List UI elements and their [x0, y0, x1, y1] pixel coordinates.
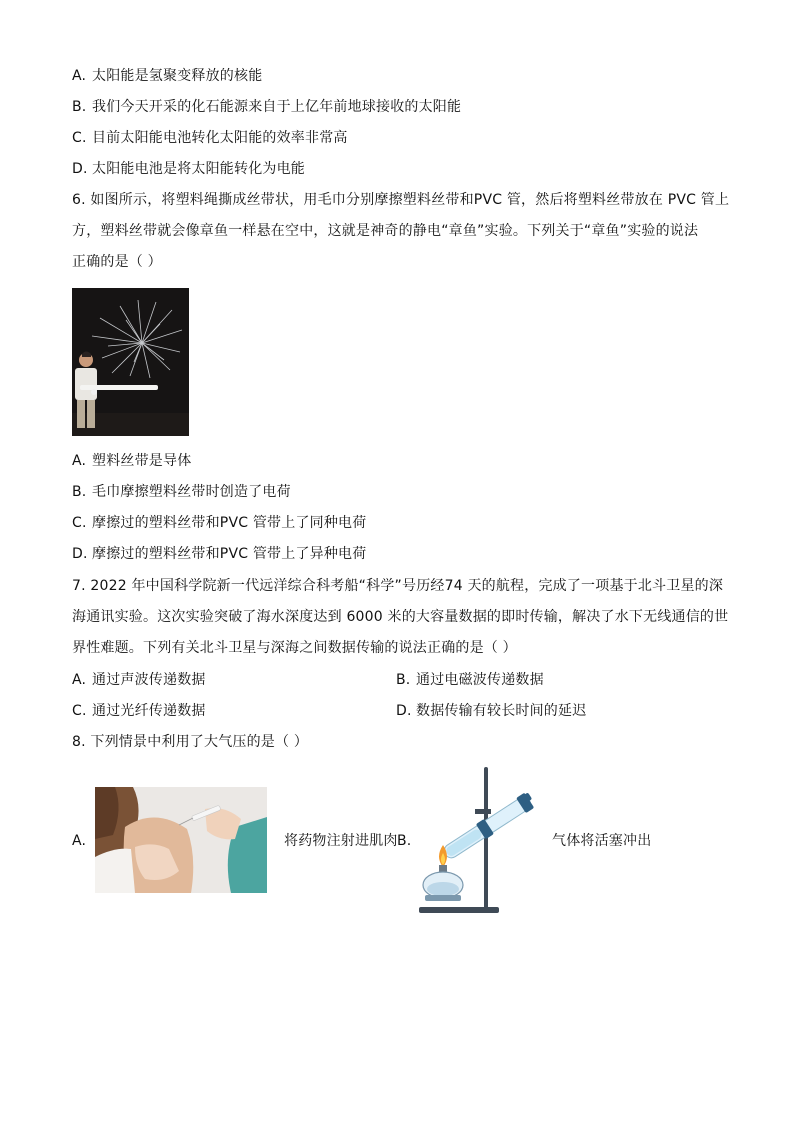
option-text: 通过光纤传递数据	[92, 703, 206, 719]
option-text: 太阳能电池是将太阳能转化为电能	[92, 161, 305, 177]
q7-option-b	[396, 670, 544, 690]
option-text: 目前太阳能电池转化太阳能的效率非常高	[92, 130, 348, 146]
option-label: C.	[72, 515, 87, 531]
test-tube-burner-svg	[415, 765, 545, 917]
q6-stem-line-2: 方，塑料丝带就会像章鱼一样悬在空中，这就是神奇的静电“章鱼”实验。下列关于“章鱼”实验的说法	[72, 223, 699, 239]
q5-option-d	[72, 159, 305, 179]
option-label: B.	[72, 484, 87, 500]
option-text: 太阳能是氢聚变释放的核能	[92, 68, 263, 84]
q5-option-a	[72, 66, 262, 86]
option-text: 我们今天开采的化石能源来自于上亿年前地球接收的太阳能	[92, 99, 462, 115]
option-text: 通过电磁波传递数据	[416, 672, 544, 688]
option-label: C.	[72, 130, 87, 146]
q8-option-a-caption: 将药物注射进肌肉	[284, 833, 398, 849]
option-label: D.	[396, 703, 412, 719]
option-label: A.	[72, 68, 87, 84]
q7-stem-line-3: 界性难题。下列有关北斗卫星与深海之间数据传输的说法正确的是（ ）	[72, 640, 517, 656]
static-octopus-svg	[72, 288, 189, 436]
option-label: C.	[72, 703, 87, 719]
q7-options-row-2	[72, 701, 722, 721]
q5-option-b	[72, 97, 461, 117]
option-text: 通过声波传递数据	[92, 672, 206, 688]
q7-stem-line-2: 海通讯实验。这次实验突破了海水深度达到 6000 米的大容量数据的即时传输，解决了水下无线通信的世	[72, 609, 729, 625]
q6-option-a	[72, 451, 191, 471]
option-label: D.	[72, 161, 88, 177]
q7-stem-line-1: 7. 2022 年中国科学院新一代远洋综合科考船“科学”号历经74 天的航程，完成了一项基于北斗卫星的深	[72, 578, 724, 594]
q6-stem-line-3: 正确的是（ ）	[72, 254, 162, 270]
option-label: A.	[72, 453, 87, 469]
q7-options-row-1	[72, 670, 722, 690]
option-text: 摩擦过的塑料丝带和PVC 管带上了异种电荷	[92, 546, 367, 562]
q6-option-d	[72, 544, 366, 564]
q6-option-c	[72, 513, 366, 533]
q8-stem: 8. 下列情景中利用了大气压的是（ ）	[72, 734, 309, 750]
q8-option-b-label: B.	[397, 833, 412, 849]
option-label: A.	[72, 672, 87, 688]
option-label: B.	[396, 672, 411, 688]
q6-option-b	[72, 482, 291, 502]
option-text: 毛巾摩擦塑料丝带时创造了电荷	[92, 484, 291, 500]
injection-svg	[95, 787, 267, 893]
static-octopus-photo-icon	[72, 288, 189, 436]
option-text: 塑料丝带是导体	[92, 453, 192, 469]
option-label: D.	[72, 546, 88, 562]
q6-stem-line-1: 6. 如图所示，将塑料绳撕成丝带状，用毛巾分别摩擦塑料丝带和PVC 管，然后将塑料丝带放在 PVC 管上	[72, 192, 730, 208]
q8-option-b-caption: 气体将活塞冲出	[552, 833, 652, 849]
q5-option-c	[72, 128, 348, 148]
injection-photo-icon	[95, 787, 267, 893]
option-label: B.	[72, 99, 87, 115]
option-text: 摩擦过的塑料丝带和PVC 管带上了同种电荷	[92, 515, 367, 531]
q7-option-a	[72, 672, 206, 688]
q8-option-a-label: A.	[72, 833, 87, 849]
test-tube-burner-illustration-icon	[415, 765, 545, 917]
q7-option-c	[72, 703, 206, 719]
q7-option-d	[396, 701, 586, 721]
option-text: 数据传输有较长时间的延迟	[416, 703, 587, 719]
